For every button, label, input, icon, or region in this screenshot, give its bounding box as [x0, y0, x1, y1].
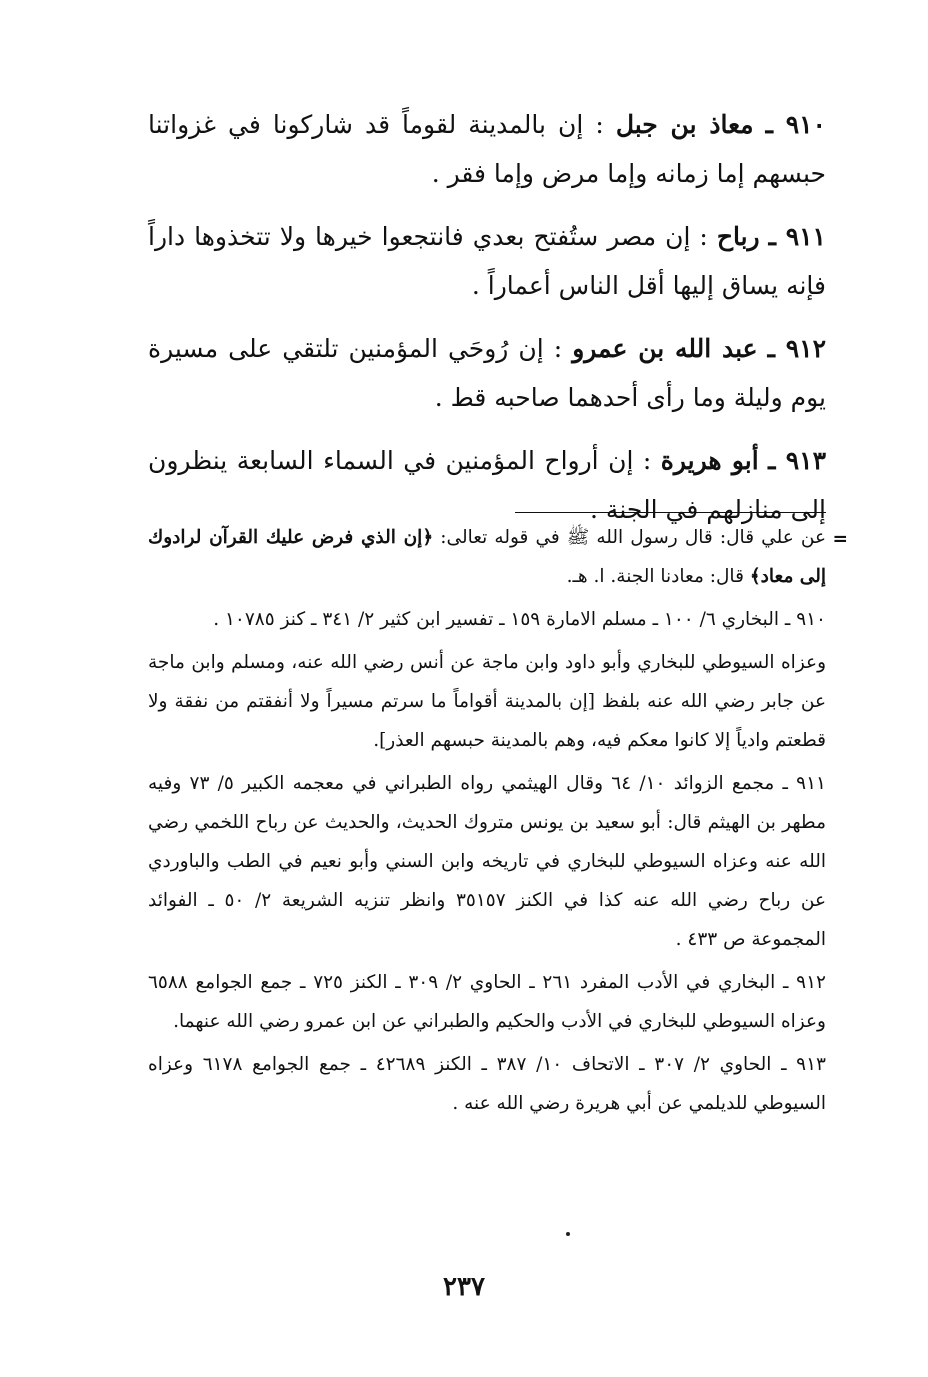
- page-number: ٢٣٧: [443, 1272, 485, 1302]
- intro-prefix: عن علي قال: قال رسول الله ﷺ في قوله تعالى:: [440, 527, 826, 548]
- hadith-912: [148, 324, 826, 422]
- hadith-number: ٩١١ ـ: [768, 222, 826, 251]
- footnote-912: ٩١٢ ـ البخاري في الأدب المفرد ٢٦١ ـ الحاوي ٢/ ٣٠٩ ـ الكنز ٧٢٥ ـ جمع الجوامع ٦٥٨٨ وعزاه السيوطي للبخاري في الأدب والحكيم والطبراني عن ابن عمرو رضي الله عنهما.: [148, 972, 826, 1032]
- hadith-number: ٩١٢ ـ: [767, 334, 827, 363]
- footnote-separator: [515, 512, 826, 513]
- continuation-mark: =: [832, 529, 848, 550]
- hadith-text: : إن أرواح المؤمنين في السماء السابعة ينظرون إلى منازلهم في الجنة .: [148, 446, 826, 524]
- hadith-number: ٩١٠ ـ: [765, 110, 826, 139]
- footnote-continuation: [148, 518, 848, 596]
- hadith-text: : إن بالمدينة لقوماً قد شاركونا في غزواتنا حبسهم إما زمانه وإما مرض وإما فقر .: [148, 110, 826, 188]
- intro-suffix: قال: معادنا الجنة. ا. هـ.: [566, 566, 744, 587]
- hadith-text: : إن مصر ستُفتح بعدي فانتجعوا خيرها ولا تتخذوها داراً فإنه يساق إليها أقل الناس أعماراً .: [148, 222, 826, 300]
- footnotes: [148, 518, 848, 1127]
- quran-quote: ﴿إن الذي فرض عليك القرآن لرادوك إلى معاد﴾: [148, 527, 826, 587]
- hadith-narrator: أبو هريرة: [660, 446, 759, 475]
- footnote-910-detail: وعزاه السيوطي للبخاري وأبو داود وابن ماجة عن أنس رضي الله عنه، ومسلم وابن ماجة عن جابر رضي الله عنه بلفظ [إن بالمدينة أقواماً ما سرتم مسيراً ولا أنفقتم من نفقة ولا قطعتم وادياً إلا كانوا معكم فيه، وهم بالمدينة حبسهم العذر].: [148, 652, 826, 751]
- hadith-narrator: معاذ بن جبل: [615, 110, 754, 139]
- hadith-text: : إن رُوحَي المؤمنين تلتقي على مسيرة يوم وليلة وما رأى أحدهما صاحبه قط .: [148, 334, 826, 412]
- main-text: [148, 100, 826, 548]
- footnote-910: ٩١٠ ـ البخاري ٦/ ١٠٠ ـ مسلم الامارة ١٥٩ ـ تفسير ابن كثير ٢/ ٣٤١ ـ كنز ١٠٧٨٥ .: [213, 609, 826, 630]
- hadith-910: [148, 100, 826, 198]
- hadith-911: [148, 212, 826, 310]
- hadith-narrator: عبد الله بن عمرو: [572, 334, 758, 363]
- hadith-number: ٩١٣ ـ: [768, 446, 827, 475]
- hadith-narrator: رباح: [716, 222, 760, 251]
- footnote-913: ٩١٣ ـ الحاوي ٢/ ٣٠٧ ـ الاتحاف ١٠/ ٣٨٧ ـ الكنز ٤٢٦٨٩ ـ جمع الجوامع ٦١٧٨ وعزاه السيوطي للديلمي عن أبي هريرة رضي الله عنه .: [148, 1054, 826, 1114]
- footnote-911: ٩١١ ـ مجمع الزوائد ١٠/ ٦٤ وقال الهيثمي رواه الطبراني في معجمه الكبير ٥/ ٧٣ وفيه مطهر بن الهيثم قال: أبو سعيد بن يونس متروك الحديث، والحديث عن رباح اللخمي رضي الله عنه وعزاه السيوطي للبخاري في تاريخه وابن السني وأبو نعيم في الطب والباوردي عن رباح رضي الله عنه كذا في الكنز ٣٥١٥٧ وانظر تنزيه الشريعة ٢/ ٥٠ ـ الفوائد المجموعة ص ٤٣٣ .: [148, 773, 826, 950]
- ink-dot: [566, 1232, 570, 1236]
